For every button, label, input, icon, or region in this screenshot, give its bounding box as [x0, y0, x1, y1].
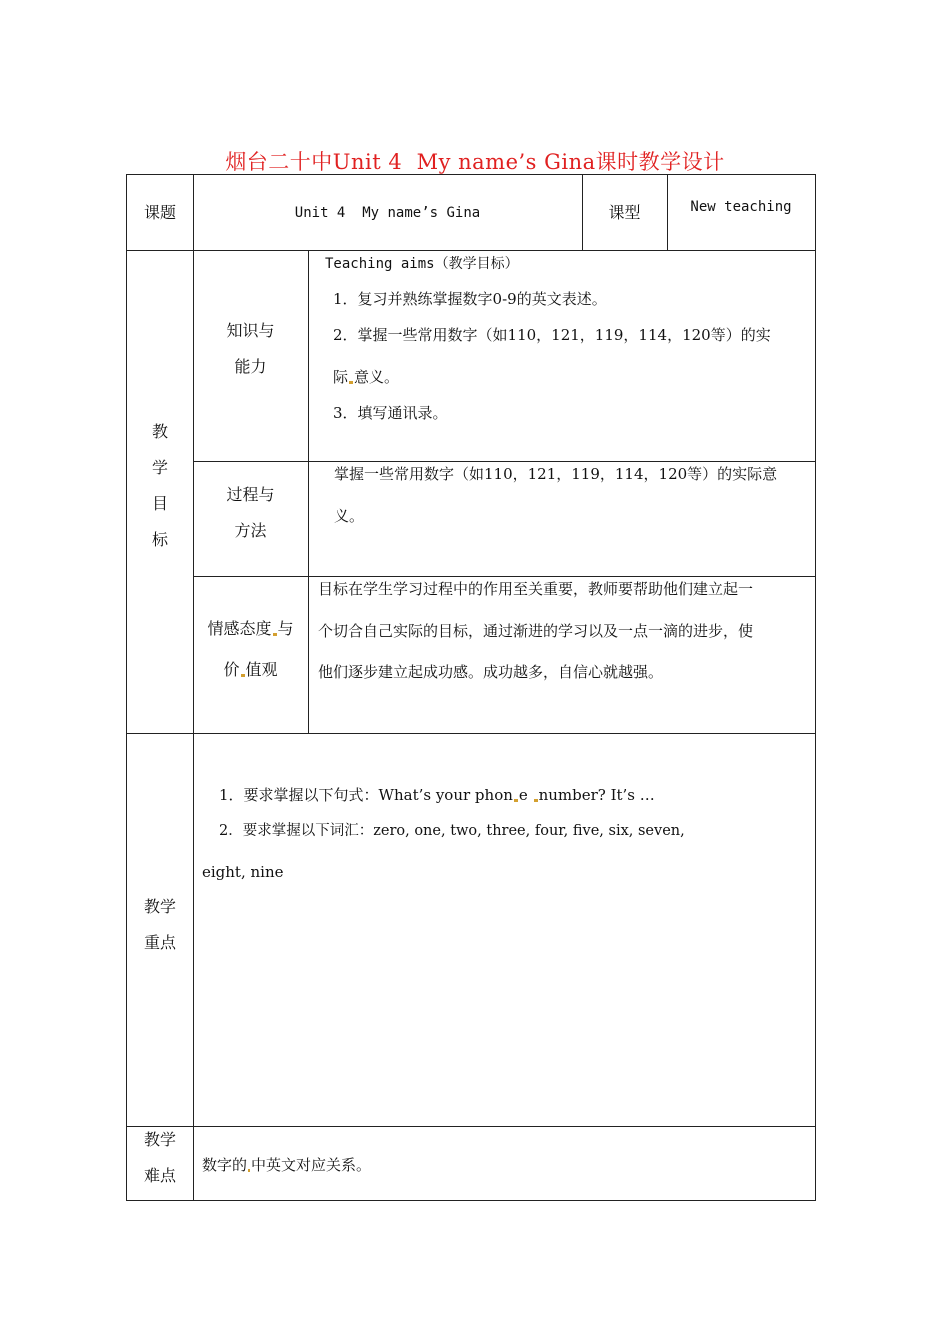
keypoints-item-1 — [219, 785, 655, 805]
knowledge-item-2-line2 — [333, 367, 399, 387]
edit-marker — [241, 674, 245, 677]
rule-keypoints-bottom — [127, 1126, 815, 1127]
attitude-text-line3: 他们逐步建立起成功感。成功越多，自信心就越强。 — [318, 663, 664, 681]
keypoints-label-line1: 教学 — [143, 897, 176, 916]
difficulties-text-part-b: 中英文对应关系。 — [251, 1156, 372, 1174]
rule-row1-bottom — [127, 250, 815, 251]
attitude-label-part-c: 价 — [223, 660, 240, 679]
knowledge-label-line2: 能力 — [234, 357, 267, 376]
attitude-label-part-b: 与 — [277, 619, 294, 638]
keypoints-item-1-part-a: 1．要求掌握以下句式：What’s your phon — [219, 786, 513, 804]
edit-marker — [349, 381, 353, 384]
keypoints-item-1-part-b: e — [518, 786, 528, 804]
keypoints-item-2-line2: eight, nine — [202, 863, 284, 881]
edit-marker — [273, 633, 277, 636]
goals-section-label — [148, 414, 172, 558]
attitude-text-line2: 个切合自己实际的目标，通过渐进的学习以及一点一滴的进步，使 — [318, 622, 754, 640]
goals-label-char: 标 — [151, 530, 168, 549]
keypoints-item-2-line1: 2．要求掌握以下词汇：zero, one, two, three, four, five, six, seven, — [219, 823, 685, 839]
rule-goals-bottom — [127, 733, 815, 734]
process-label-line2: 方法 — [234, 521, 267, 540]
keypoints-item-1-part-c: number? It’s … — [538, 786, 655, 804]
knowledge-label-line1: 知识与 — [226, 321, 275, 340]
knowledge-item-2-line1: 2．掌握一些常用数字（如110，121，119，114，120等）的实 — [333, 326, 771, 344]
attitude-text-line1: 目标在学生学习过程中的作用至关重要，教师要帮助他们建立起一 — [318, 580, 754, 598]
edit-marker — [248, 1169, 250, 1172]
attitude-label-part-a: 情感态度 — [207, 619, 272, 638]
difficulties-text — [202, 1155, 371, 1175]
edit-marker — [534, 799, 538, 802]
rule-knowledge-bottom — [193, 461, 815, 462]
goals-label-char: 学 — [151, 458, 168, 477]
type-value: New teaching — [690, 199, 792, 215]
difficulties-label-line1: 教学 — [143, 1130, 176, 1149]
lesson-plan-table — [126, 174, 816, 1201]
goals-label-char: 目 — [151, 494, 168, 513]
knowledge-item-2-part-a: 际 — [333, 368, 349, 386]
topic-value: Unit 4 My name’s Gina — [294, 205, 481, 221]
edit-marker — [514, 799, 518, 802]
process-text-line2: 义。 — [334, 507, 365, 525]
knowledge-item-2-part-b: 意义。 — [354, 368, 400, 386]
difficulties-text-part-a: 数字的 — [202, 1156, 248, 1174]
document-title: 烟台二十中Unit 4 My name’s Gina课时教学设计 — [225, 150, 725, 174]
process-label-line1: 过程与 — [226, 485, 275, 504]
rule-process-bottom — [193, 576, 815, 577]
attitude-label-part-d: 值观 — [245, 660, 278, 679]
goals-label-char: 教 — [151, 422, 168, 441]
type-label: 课型 — [608, 203, 641, 222]
difficulties-label-line2: 难点 — [143, 1166, 176, 1185]
attitude-label-line1 — [193, 619, 308, 639]
attitude-label-line2 — [193, 660, 308, 680]
rule-goals-col2 — [308, 250, 309, 733]
teaching-aims-heading: Teaching aims（教学目标） — [325, 256, 519, 272]
process-text-line1: 掌握一些常用数字（如110，121，119，114，120等）的实际意 — [334, 465, 778, 483]
keypoints-label-line2: 重点 — [143, 933, 176, 952]
topic-label: 课题 — [143, 203, 176, 222]
knowledge-item-1: 1．复习并熟练掌握数字0-9的英文表述。 — [333, 290, 607, 308]
knowledge-item-3: 3．填写通讯录。 — [333, 404, 448, 422]
